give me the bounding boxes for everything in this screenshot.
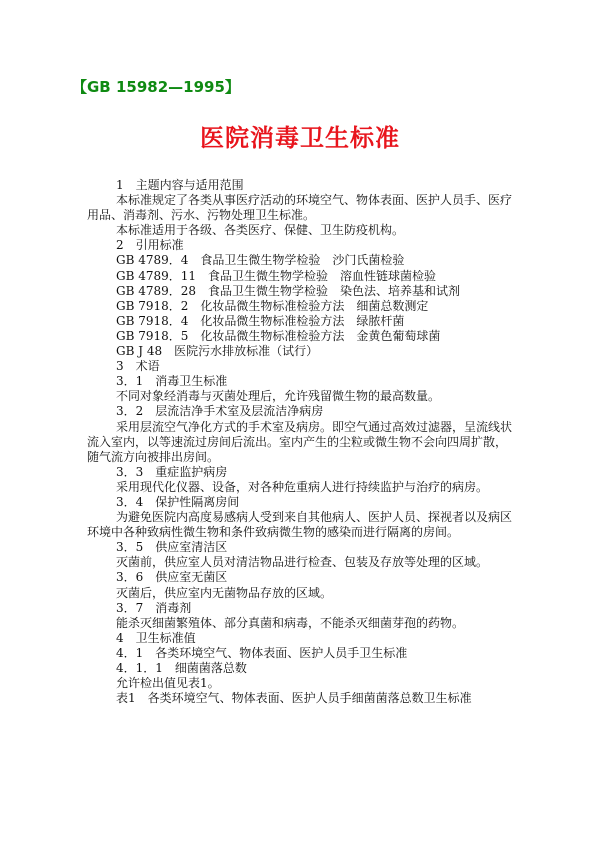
document-line: GB 7918．2 化妆品微生物标准检验方法 细菌总数测定 xyxy=(116,298,429,313)
document-line: 本标准规定了各类从事医疗活动的环境空气、物体表面、医护人员手、医疗 xyxy=(116,193,513,208)
document-body xyxy=(87,178,527,706)
document-line: 2 引用标准 xyxy=(116,238,184,253)
document-line: 表1 各类环境空气、物体表面、医护人员手细菌菌落总数卫生标准 xyxy=(116,691,472,706)
document-line: 3．7 消毒剂 xyxy=(116,600,192,615)
document-line: 灭菌后，供应室内无菌物品存放的区域。 xyxy=(116,585,333,600)
document-title: 医院消毒卫生标准 xyxy=(200,124,400,152)
document-line: GB 4789．28 食品卫生微生物学检验 染色法、培养基和试剂 xyxy=(116,283,461,298)
standard-code: 【GB 15982—1995】 xyxy=(72,78,240,96)
document-line: 灭菌前，供应室人员对清洁物品进行检查、包装及存放等处理的区域。 xyxy=(116,555,489,570)
document-line: 3．6 供应室无菌区 xyxy=(116,570,228,585)
document-line: 3．5 供应室清洁区 xyxy=(116,540,228,555)
document-line: 4．1 各类环境空气、物体表面、医护人员手卫生标准 xyxy=(116,645,408,660)
document-line: GB 4789．11 食品卫生微生物学检验 溶血性链球菌检验 xyxy=(116,268,437,283)
document-line: 4 卫生标准值 xyxy=(116,630,196,645)
document-line: 3．4 保护性隔离房间 xyxy=(116,494,240,509)
document-line: 用品、消毒剂、污水、污物处理卫生标准。 xyxy=(87,208,316,223)
document-line: 不同对象经消毒与灭菌处理后，允许残留微生物的最高数量。 xyxy=(116,389,441,404)
document-line: 采用层流空气净化方式的手术室及病房。即空气通过高效过滤器，呈流线状 xyxy=(116,419,513,434)
document-line: 环境中各种致病性微生物和条件致病微生物的感染而进行隔离的房间。 xyxy=(87,525,460,540)
document-line: GB 7918．4 化妆品微生物标准检验方法 绿脓杆菌 xyxy=(116,313,405,328)
document-line: 3．3 重症监护病房 xyxy=(116,464,228,479)
document-line: 3．2 层流洁净手术室及层流洁净病房 xyxy=(116,404,324,419)
document-line: 能杀灭细菌繁殖体、部分真菌和病毒，不能杀灭细菌芽孢的药物。 xyxy=(116,615,465,630)
document-line: 3 术语 xyxy=(116,359,160,374)
document-line: 3．1 消毒卫生标准 xyxy=(116,374,228,389)
document-line: 为避免医院内高度易感病人受到来自其他病人、医护人员、探视者以及病区 xyxy=(116,510,513,525)
document-line: 随气流方向被排出房间。 xyxy=(87,449,220,464)
document-line: GB J 48 医院污水排放标准（试行） xyxy=(116,344,319,359)
document-line: GB 4789．4 食品卫生微生物学检验 沙门氏菌检验 xyxy=(116,253,405,268)
document-line: 4．1．1 细菌菌落总数 xyxy=(116,661,247,675)
document-line: 采用现代化仪器、设备，对各种危重病人进行持续监护与治疗的病房。 xyxy=(116,479,489,494)
document-line: 流入室内，以等速流过房间后流出。室内产生的尘粒或微生物不会向四周扩散， xyxy=(87,434,508,449)
document-line: 本标准适用于各级、各类医疗、保健、卫生防疫机构。 xyxy=(116,223,405,238)
document-line: 1 主题内容与适用范围 xyxy=(116,178,244,192)
document-line: 允许检出值见表1。 xyxy=(116,676,220,691)
document-line: GB 7918．5 化妆品微生物标准检验方法 金黄色葡萄球菌 xyxy=(116,328,441,343)
